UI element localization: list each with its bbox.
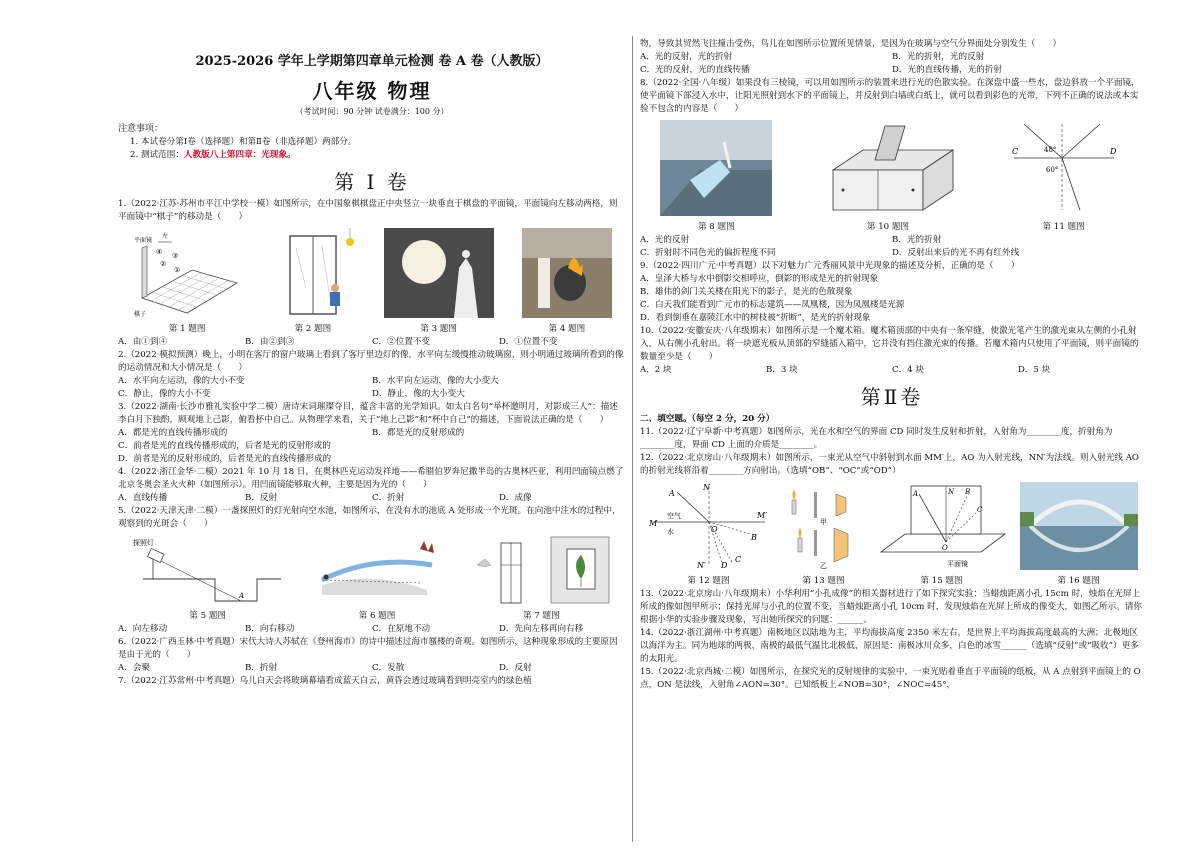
figure-1-caption: 第 1 题图 <box>168 324 206 334</box>
fig15-label-a: A <box>912 490 918 498</box>
fig12-label-m: M <box>648 519 657 528</box>
q7-option-c[interactable]: C．光的反射，光的直线传播 <box>640 65 750 75</box>
q10-option-a[interactable]: A．2 块 <box>640 365 672 375</box>
q1-option-a[interactable]: A．由①到④ <box>118 337 168 347</box>
fig13-label-yi: 乙 <box>819 562 827 570</box>
question-9: 9.（2022·四川广元·中考真题）以下对魅力广元秀丽风景中光现象的描述及分析，正确的是（ ） <box>640 261 1020 271</box>
q2-option-d[interactable]: D．静止，像的大小变大 <box>372 389 465 399</box>
q3-option-d[interactable]: D．前者是光的反射形成的，后者是光的直线传播形成的 <box>118 454 332 464</box>
mirage-diagram <box>312 535 442 605</box>
q10-option-b[interactable]: B．3 块 <box>766 365 798 375</box>
searchlight-pool-diagram <box>133 535 283 605</box>
q4-option-b[interactable]: B．反射 <box>245 493 278 503</box>
fig11-label-d: D <box>1109 147 1117 156</box>
figure-2-caption: 第 2 题图 <box>294 324 332 334</box>
figure-11-caption: 第 11 题图 <box>1042 222 1085 232</box>
q5-figures <box>118 535 626 621</box>
question-6: 6.（2022·广西玉林·中考真题）宋代大诗人苏轼在《登州海市》的诗中描述过海市蜃楼的奇观。如图所示，这种现象形成的主要原因是由于光的（ ） <box>118 637 618 660</box>
figure-7 <box>471 535 611 621</box>
figure-16-caption: 第 16 题图 <box>1057 576 1100 586</box>
exam-title: 2025-2026 学年上学期第四章单元检测 卷 A 卷（人教版） <box>195 54 549 69</box>
question-11: 11.（2022·辽宁阜新·中考真题）如图所示，光在水和空气的界面 CD 同时发生反射和折射，入射角为________度，折射角为________度，界面 CD 上面的介质是________。 <box>640 427 1113 450</box>
figure-4-caption: 第 4 题图 <box>548 324 586 334</box>
question-1: 1.（2022·江苏·苏州市平江中学校一模）如图所示，在中国象棋棋盘正中央竖立一块垂直于棋盘的平面镜，平面镜向左移动两格，则平面镜中“棋子”的移动是（ ） <box>118 199 618 222</box>
q9-option-c[interactable]: C．白天我们能看到广元市的标志建筑——凤凰楼，因为凤凰楼是光源 <box>640 300 905 310</box>
figure-6-caption: 第 6 题图 <box>358 611 396 621</box>
figure-13-caption: 第 13 题图 <box>802 576 845 586</box>
fig15-label-mirror: 平面镜 <box>946 560 968 568</box>
q7-options <box>640 51 1144 77</box>
q2-options <box>118 375 626 401</box>
q3-option-b[interactable]: B．都是光的反射形成的 <box>372 428 465 438</box>
q8-figures <box>640 120 1144 232</box>
fig12-label-c: C <box>734 555 741 564</box>
moon-poet-image <box>384 228 494 318</box>
exam-subtitle: 八年级 物理 <box>312 79 432 103</box>
figure-3 <box>384 228 494 334</box>
fig15-label-b: B <box>964 488 970 496</box>
figure-5 <box>133 535 283 621</box>
fig1-label-chess: 棋子 <box>134 311 147 318</box>
figure-12-caption: 第 12 题图 <box>687 576 730 586</box>
column-divider <box>632 36 633 842</box>
fig12-label-d: D <box>720 561 727 570</box>
fig12-label-n: N <box>702 483 710 492</box>
q1-figures <box>118 228 626 334</box>
note-item-2-scope: 人教版八上第四章：光现象。 <box>183 150 296 160</box>
reflection-law-diagram <box>877 482 1007 570</box>
fig1-label-mirror: 平面镜 <box>134 237 153 244</box>
figure-8 <box>660 120 772 232</box>
question-8: 8.（2022·全国·八年级）如果没有三棱镜，可以用如图所示的装置来进行光的色散实验。在深盘中盛一些水，盘边斜放一个平面镜，使平面镜下部浸入水中，让阳光照射到水下的平面镜上，并反射到白墙或白纸上，就可以看到彩色的光带，下列不正确的说法或本实验不包含的内容是（ ） <box>640 78 1140 114</box>
note-item-2-prefix: 2. 测试范围： <box>130 150 184 160</box>
q7-option-b[interactable]: B．光的折射，光的反射 <box>892 52 985 62</box>
q8-option-c[interactable]: C．折射时不同色光的偏折程度不同 <box>640 248 776 258</box>
fig12-label-air: 空气 <box>666 512 681 520</box>
q2-option-c[interactable]: C．静止，像的大小不变 <box>118 389 211 399</box>
air-water-refraction-diagram <box>647 482 771 570</box>
q9-option-d[interactable]: D．看到倒垂在嘉陵江水中的树枝被“折断”，是光的折射现象 <box>640 313 871 323</box>
right-column <box>640 38 1144 692</box>
question-3: 3.（2022·湖南·长沙市雅礼实验中学二模）唐诗宋词璀璨夺目，蕴含丰富的光学知识。如太白名句“举杯邀明月，对影成三人”：描述李白月下独酌，顾观地上己影，俯看杯中自己。从物理学来看，关于“地上己影”和“杯中自己”的描述，下面说法正确的是（ ） <box>118 402 618 425</box>
question-7-part1: 7.（2022·江苏常州·中考真题）乌儿白天会将玻璃幕墙看成蓝天白云，黄昏会透过玻璃看到明亮室内的绿色植 <box>118 676 532 686</box>
q3-option-a[interactable]: A．都是光的直线传播形成的 <box>118 428 228 438</box>
q1-option-b[interactable]: B．由②到③ <box>245 337 295 347</box>
figure-4 <box>522 228 612 334</box>
figure-7-caption: 第 7 题图 <box>522 611 560 621</box>
figure-8-caption: 第 8 题图 <box>697 222 735 232</box>
bird-glass-image <box>471 535 611 605</box>
q9-option-a[interactable]: A．皇泽大桥与水中倒影交相呼应，倒影的形成是光的折射现象 <box>640 274 879 284</box>
question-12: 12.（2022·北京房山·八年级期末）如图所示，一束光从空气中斜射到水面 MM′上，AO 为入射光线，NN′为法线。则入射光线 AO 的折射光线将沿着________方向射出。（选填“OB”、“OC”或“OD”） <box>640 453 1139 476</box>
q5-option-b[interactable]: B．向右移动 <box>245 624 295 634</box>
note-item-1: 1. 本试卷分第Ⅰ卷（选择题）和第Ⅱ卷（非选择题）两部分。 <box>130 137 357 147</box>
fig5-point-a: A <box>238 592 244 600</box>
q1-options <box>118 336 626 349</box>
fig1-label-left: 左 <box>162 233 169 240</box>
fig11-label-48: 48° <box>1043 146 1057 154</box>
q4-option-a[interactable]: A．直线传播 <box>118 493 168 503</box>
question-5: 5.（2022·天津天津·二模）一盏探照灯的灯光射向空水池，如图所示，在没有水的池底 A 处形成一个光斑。在向池中注水的过程中，观察到的光斑会（ ） <box>118 506 621 529</box>
q4-option-c[interactable]: C．折射 <box>372 493 405 503</box>
question-4: 4.（2022·浙江金华·二模）2021 年 10 月 18 日，在奥林匹克运动发祥地——希腊伯罗奔尼撒半岛的古奥林匹亚，利用凹面镜点燃了北京冬奥会圣火火种（如图所示）。用凹面镜能够取火种，主要是因为光的（ ） <box>118 467 624 490</box>
q10-options <box>640 364 1144 377</box>
q5-options <box>118 623 626 636</box>
fill-section-heading <box>640 413 1144 426</box>
fig12-label-m2: M′ <box>756 511 767 520</box>
q4-option-d[interactable]: D．成像 <box>499 493 532 503</box>
figure-12 <box>647 482 771 586</box>
figure-13 <box>784 482 864 586</box>
figure-11 <box>1004 120 1124 232</box>
q8-option-a[interactable]: A．光的反射 <box>640 235 690 245</box>
left-column <box>118 38 626 688</box>
fig11-label-c: C <box>1011 147 1018 156</box>
fig1-label-n4: ④ <box>156 248 163 256</box>
figure-6 <box>312 535 442 621</box>
q8-option-d[interactable]: D．反射出来后的光不再有红外线 <box>892 248 1020 258</box>
question-13: 13.（2022·北京房山·八年级期末）小华利用“小孔成像”的相关器材进行了如下探究实验：当蜡烛距离小孔 15cm 时，烛焰在光屏上所成的像如图甲所示；保持光屏与小孔的位置不变，当蜡烛距离小孔 10cm 时，发现烛焰在光屏上所成的像变大，如图乙所示。请你根据小华的实验步骤及现象，写出她所探究的问题：______。 <box>640 589 1143 625</box>
fig1-label-n2: ② <box>160 260 167 268</box>
fig15-label-o: O <box>941 544 948 552</box>
figure-15-caption: 第 15 题图 <box>920 576 963 586</box>
arch-bridge-photo-image <box>1020 482 1138 570</box>
exam-info: （考试时间：90 分钟 试卷满分：100 分） <box>295 107 449 116</box>
question-15: 15.（2022·北京西城·二模）如图所示，在探究光的反射规律的实验中，一束光贴着垂直于平面镜的纸板，从 A 点射到平面镜上的 O 点，ON 是法线，入射角∠AON=30°。已知纸板上∠NOB=30°，∠NOC=45°， <box>640 667 1141 690</box>
q5-option-c[interactable]: C．在原地不动 <box>372 624 431 634</box>
q6-options <box>118 662 626 675</box>
pinhole-imaging-diagram <box>784 482 864 570</box>
q6-option-a[interactable]: A．会聚 <box>118 663 150 673</box>
magic-box-diagram <box>813 120 963 216</box>
q8-options <box>640 234 1144 260</box>
q2-option-b[interactable]: B．水平向左运动，像的大小变大 <box>372 376 499 386</box>
figure-10 <box>813 120 963 232</box>
olympic-flame-image <box>522 228 612 318</box>
q1-option-c[interactable]: C．②位置不变 <box>372 337 431 347</box>
part2-title: 第Ⅱ卷 <box>860 385 924 409</box>
q6-option-d[interactable]: D．反射 <box>499 663 532 673</box>
question-7-part2: 物，导致其贸然飞往撞击受伤，鸟儿在如图所示位置所见情景，是因为在玻璃与空气分界面处分别发生（ ） <box>640 39 1062 49</box>
fig11-label-60: 60° <box>1045 166 1059 174</box>
q7-option-d[interactable]: D．光的直线传播，光的折射 <box>892 65 1003 75</box>
fig5-label-searchlight: 探照灯 <box>132 539 154 547</box>
figure-10-caption: 第 10 题图 <box>866 222 910 232</box>
figure-5-caption: 第 5 题图 <box>189 611 227 621</box>
note-item-2 <box>118 149 626 162</box>
q10-option-d[interactable]: D．5 块 <box>1018 365 1051 375</box>
q8-option-b[interactable]: B．光的折射 <box>892 235 942 245</box>
figure-15 <box>877 482 1007 586</box>
q7-option-a[interactable]: A．光的反射，光的折射 <box>640 52 733 62</box>
fig13-label-jia: 甲 <box>819 518 827 526</box>
fig12-label-n2: N′ <box>696 561 706 570</box>
figure-2 <box>270 228 355 334</box>
fill-heading-text: 二、填空题。（每空 2 分，20 分） <box>640 414 775 424</box>
q12-figures <box>640 482 1144 586</box>
q1-option-d[interactable]: D．①位置不变 <box>499 337 558 347</box>
q5-option-d[interactable]: D．先向左移再向右移 <box>499 624 584 634</box>
dispersion-photo-image <box>660 120 772 216</box>
fig12-label-water: 水 <box>666 528 674 536</box>
q6-option-c[interactable]: C．发散 <box>372 663 405 673</box>
notes-heading: 注意事项： <box>118 124 164 134</box>
refraction-angle-diagram <box>1004 120 1124 216</box>
fig12-label-b: B <box>750 533 757 542</box>
fig15-label-c: C <box>976 506 982 514</box>
q3-options-ab <box>118 427 626 440</box>
fig15-label-n: N <box>947 488 954 496</box>
q6-option-b[interactable]: B．折射 <box>245 663 278 673</box>
q4-options <box>118 492 626 505</box>
question-2: 2.（2022·模拟预测）晚上，小明在客厅的窗户玻璃上看到了客厅里边灯的像，水平向左缓慢推动玻璃窗，则小明通过玻璃所看到的像的运动情况和大小情况是（ ） <box>118 350 624 373</box>
question-10: 10.（2022·安徽安庆·八年级期末）如图所示是一个魔术箱。魔术箱顶部的中央有一条窄缝，使激光笔产生的激光束从左侧的小孔射入，从右侧小孔射出。将一块遮光板从顶部的窄缝插入箱中，它并没有挡住激光束的传播。若魔术箱内只使用了平面镜，则平面镜的数量至少是（ ） <box>640 326 1139 362</box>
chessboard-mirror-image <box>132 228 242 318</box>
figure-16 <box>1020 482 1138 586</box>
fig12-label-a: A <box>668 489 675 498</box>
q2-option-a[interactable]: A．水平向左运动，像的大小不变 <box>118 376 245 386</box>
figure-1 <box>132 228 242 334</box>
q5-option-a[interactable]: A．向左移动 <box>118 624 168 634</box>
fig1-label-n1: ① <box>174 266 181 274</box>
figure-3-caption: 第 3 题图 <box>420 324 457 334</box>
part1-title: 第 I 卷 <box>334 170 410 194</box>
question-14: 14.（2022·浙江湖州·中考真题）南极地区以陆地为主，平均海拔高度 2350 米左右，是世界上平均海拔高度最高的大洲；北极地区以海洋为主。同为地球的两极，南极的最低气温比北极低，原因是：南极冰川众多，白色的冰雪______（选填“反射”或“吸收”）更多的太阳光。 <box>640 628 1139 664</box>
q3-option-c[interactable]: C．前者是光的直线传播形成的，后者是光的反射形成的 <box>118 441 331 451</box>
window-lamp-image <box>270 228 355 318</box>
fig12-label-o: O <box>710 525 718 534</box>
fig1-label-n3: ③ <box>172 252 179 260</box>
q9-option-b[interactable]: B．雄伟的剑门关关楼在阳光下的影子，是光的色散现象 <box>640 287 853 297</box>
q10-option-c[interactable]: C．4 块 <box>892 365 924 375</box>
